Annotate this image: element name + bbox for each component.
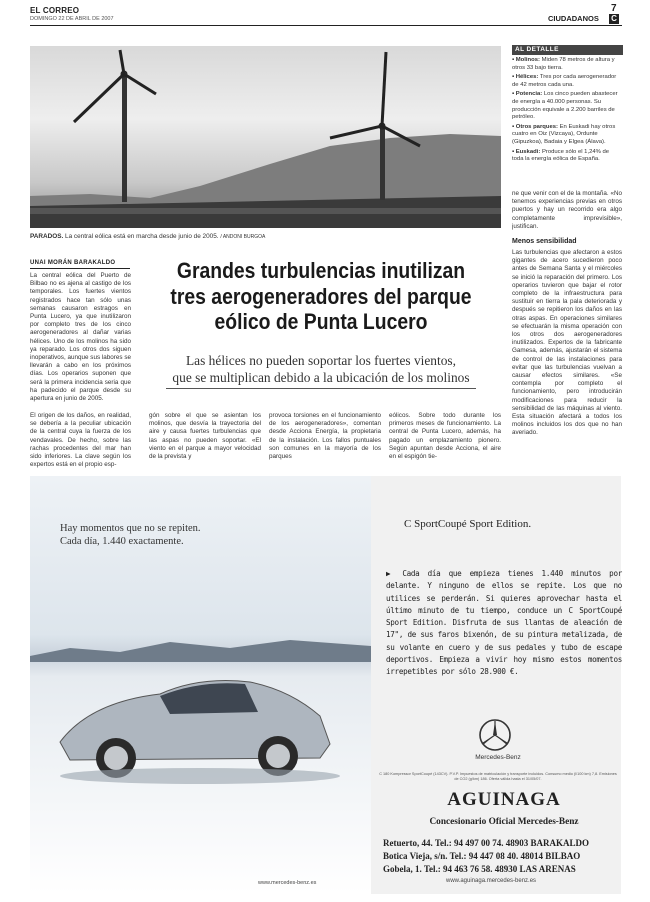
publication-date: DOMINGO 22 DE ABRIL DE 2007 — [30, 16, 114, 22]
subtitle-line-2: que se multiplican debido a la ubicación de los molinos — [172, 370, 470, 385]
item-text: En Euskadi hay otros cuatro en Oiz (Vizcaya), Ordunte (Gipuzkoa), Badaia y Elgea (Álava). — [512, 123, 616, 145]
ad-fine-print: C 180 Kompressor SportCoupé (143CV). P.V.P. Impuestos de matriculación y transporte incluidos. Consumo medio (l/100 km) 7,8. Emisiones de CO2 (g/km) 186. Oferta válida hasta el 31/05/07. — [379, 772, 617, 781]
dealer-subtitle: Concesionario Oficial Mercedes-Benz — [429, 817, 579, 827]
photo-caption — [30, 233, 501, 241]
item-label: Euskadi: — [515, 148, 541, 155]
caption-text: La central eólica está en marcha desde junio de 2005. — [65, 233, 219, 240]
dealer-address-3: Gobela, 1. Tel.: 94 463 76 58. 48930 LAS ARENAS — [383, 864, 576, 874]
list-item — [512, 149, 622, 164]
article-column-1 — [30, 272, 131, 410]
tagline-line-2: Cada día, 1.440 exactamente. — [60, 536, 184, 547]
byline-rule — [30, 268, 130, 269]
subtitle-line-1: Las hélices no pueden soportar los fuertes vientos, — [186, 353, 456, 368]
list-item — [512, 124, 622, 147]
dealer-website: www.aguinaga.mercedes-benz.es — [446, 878, 537, 884]
dealer-name: AGUINAGA — [447, 789, 561, 810]
ad-tagline — [60, 522, 201, 548]
caption-label: PARADOS. — [30, 233, 64, 240]
byline: UNAI MORÁN BARAKALDO — [30, 260, 116, 266]
photo-credit: / ANDONI BURGOA — [220, 234, 266, 240]
brand-website: www.mercedes-benz.es — [258, 880, 317, 886]
item-text: Miden 78 metros de altura y otros 33 bajo tierra. — [512, 57, 615, 71]
column-text: El origen de los daños, en realidad, se debería a la peculiar ubicación de la central cuya la fuerza de los vendavales. De hecho, sobre las rachas procedentes del mar han sido inferiores. La clave según los expertos está en el propio esp- — [30, 412, 131, 469]
sidebar-title: AL DETALLE — [512, 45, 623, 55]
wind-turbine-photo — [30, 46, 501, 228]
mercedes-star-icon — [478, 718, 512, 752]
article-headline: Grandes turbulencias inutilizan tres aerogeneradores del parque eólico de Punta Lucero — [170, 258, 472, 334]
item-text: Tres por cada aerogenerador de 42 metros cada una. — [512, 74, 617, 88]
article-column-2 — [149, 412, 261, 472]
sidebar-list — [512, 57, 622, 166]
ad-text-panel — [371, 476, 621, 894]
article-column-5 — [512, 249, 622, 471]
section-badge: C — [609, 14, 619, 24]
article-column-1b — [30, 412, 131, 472]
column-text: gón sobre el que se asientan los molinos, que desvía la trayectoria del aire y causa fuertes turbulencias que las aspas no pueden soportar. «El viento en el parque a mayor velocidad de la prevista y — [149, 412, 261, 461]
page-number: 7 — [611, 3, 617, 14]
article-column-4 — [389, 412, 501, 472]
section-name: CIUDADANOS — [548, 14, 599, 23]
article-subtitle — [140, 352, 502, 386]
ad-model-name: C SportCoupé Sport Edition. — [404, 518, 532, 530]
column-text: Las turbulencias que afectaron a estos gigantes de acero sucedieron poco antes de Semana Santa y el miércoles se inició la reparación del primero. Los operarios tuvieron que bajar el rotor completo de la infraestructura para sustituir en tierra la pala deteriorada y después se repitieron los daños en las otras aspas. En operaciones similares se efectuarán la misma operación con los otros dos aerogeneradores inutilizados. Expertos de la fabricante Gamesa, además, ajustarán el sistema de control de las instalaciones para evitar que las turbulencias vuelvan a causar efectos similares. «Se contempla por completo el funcionamiento, pero introducirán modificaciones para reducir la sensibilidad de las máquinas al viento. Esta situación afectará a todos los molinos incluidos los dos que no han averiado. — [512, 249, 622, 437]
item-label: Molinos: — [515, 57, 540, 63]
header-rule — [30, 25, 622, 26]
article-column-5-top — [512, 190, 622, 234]
list-item — [512, 91, 622, 121]
subsection-title: Menos sensibilidad — [512, 238, 577, 245]
column-text: eólicos. Sobre todo durante los primeros meses de funcionamiento. La central de Punta Lucero, además, ha pagado un emplazamiento pionero. Según apuntan desde Acciona, el aire en el espigón tie- — [389, 412, 501, 461]
tagline-line-1: Hay momentos que no se repiten. — [60, 523, 201, 534]
item-text: Los cinco pueden abastecer de energía a 40.000 personas. Su producción equivale a 2.200 barriles de petróleo. — [512, 91, 618, 121]
dealer-address-1: Retuerto, 44. Tel.: 94 497 00 74. 48903 BARAKALDO — [383, 838, 589, 848]
subtitle-rule — [166, 388, 476, 389]
list-item — [512, 74, 622, 89]
wind-turbine-illustration — [30, 46, 501, 228]
item-label: Potencia: — [515, 91, 543, 98]
brand-name: Mercedes-Benz — [475, 754, 521, 761]
list-item — [512, 57, 622, 72]
column-text: provoca torsiones en el funcionamiento de los aerogeneradores», comentan desde Acciona Energía, la propietaria de la instalación. Los fallos puntuales son comunes en la mayoría de los parques — [269, 412, 381, 461]
item-label: Hélices: — [515, 74, 539, 81]
item-text: Produce sólo el 1,24% de toda la energía eólica de España. — [512, 148, 610, 163]
article-column-3 — [269, 412, 381, 472]
dealer-address-2: Botica Vieja, s/n. Tel.: 94 447 08 40. 48014 BILBAO — [383, 851, 581, 861]
column-text: La central eólica del Puerto de Bilbao no es ajena al castigo de los temporales. Los fuertes vientos registrados hace tan sólo unas semanas causaron estragos en Punta Lucero, ya que inutilizaron por completo tres de los cinco aerogeneradores al dañar varias hélices. Uno de los molinos ha sido ya reparado. Los otros dos siguen inoperativos, aunque sus labores se llevarán a cabo en los próximos días. Los operarios suponen que será la primera incidencia seria que ha padecido el parque desde su apertura en junio de 2005. — [30, 272, 131, 403]
publication-title: EL CORREO — [30, 6, 80, 15]
item-label: Otros parques: — [515, 123, 558, 130]
column-text: ne que venir con el de la montaña. «No tenemos experiencias previas en otros puertos y hay un recorrido era algo completamente imprevisible», justifican. — [512, 190, 622, 230]
ad-body-text: ▶ Cada día que empieza tienes 1.440 minutos por delante. Y ninguno de ellos se repite. Los que no utilices se perderán. Si quieres aprovechar hasta el último minuto de tu tiempo, conduce un C SportCoupé Sport Edition. Disfruta de sus llantas de aleación de 17", de sus faros bixenón, de su pintura metalizada, de su volante en cuero y de sus pedales y tubo de escape deportivos. Empieza a vivir hoy mismo estos momentos irrepetibles por sólo 28.900 €. — [386, 569, 622, 677]
